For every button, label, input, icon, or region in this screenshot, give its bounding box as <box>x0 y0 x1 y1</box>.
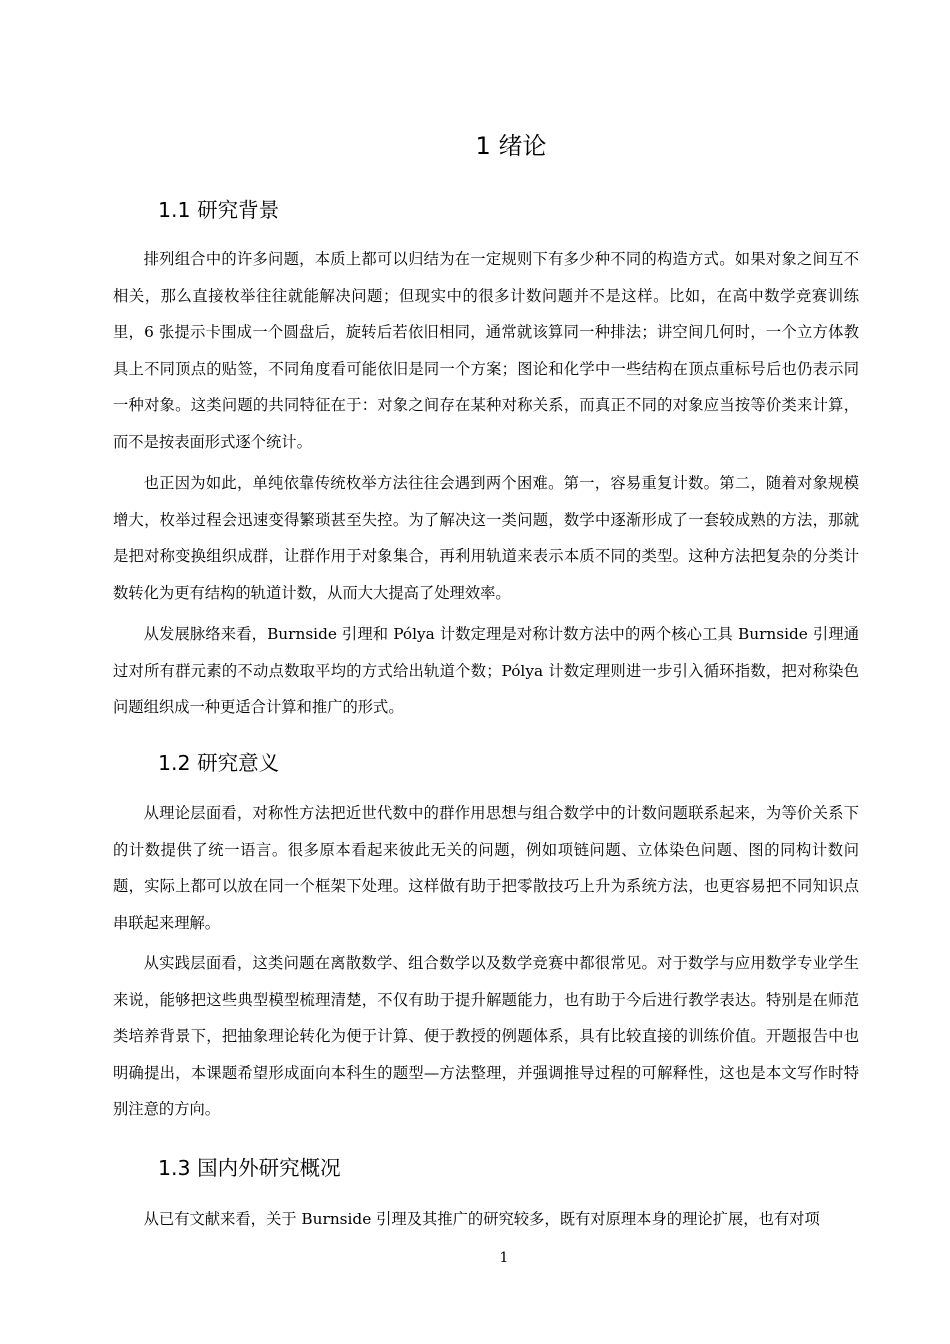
chapter-title: 1 绪论 <box>475 132 547 160</box>
paragraph-significance-1: 从理论层面看，对称性方法把近世代数中的群作用思想与组合数学中的计数问题联系起来，为等价关系下的计数提供了统一语言。很多原本看起来彼此无关的问题，例如项链问题、立体染色问题、图的同构计数问题，实际上都可以放在同一个框架下处理。这样做有助于把零散技巧上升为系统方法，也更容易把不同知识点串联起来理解。 <box>113 804 859 932</box>
section-title-1-1: 1.1 研究背景 <box>158 198 280 222</box>
paragraph-background-2: 也正因为如此，单纯依靠传统枚举方法往往会遇到两个困难。第一，容易重复计数。第二，随着对象规模增大，枚举过程会迅速变得繁琐甚至失控。为了解决这一类问题，数学中逐渐形成了一套较成熟的方法，那就是把对称变换组织成群，让群作用于对象集合，再利用轨道来表示本质不同的类型。这种方法把复杂的分类计数转化为更有结构的轨道计数，从而大大提高了处理效率。 <box>113 474 859 602</box>
paragraph-background-3: 从发展脉络来看，Burnside 引理和 Pólya 计数定理是对称计数方法中的两个核心工具 Burnside 引理通过对所有群元素的不动点数取平均的方式给出轨道个数；Pólya 计数定理则进一步引入循环指数，把对称染色问题组织成一种更适合计算和推广的形式。 <box>113 625 859 716</box>
paragraph-overview-1: 从已有文献来看，关于 Burnside 引理及其推广的研究较多，既有对原理本身的理论扩展，也有对项 <box>143 1210 820 1228</box>
section-title-1-2: 1.2 研究意义 <box>158 751 280 775</box>
section-title-1-3: 1.3 国内外研究概况 <box>158 1156 341 1180</box>
paragraph-background-1: 排列组合中的许多问题，本质上都可以归结为在一定规则下有多少种不同的构造方式。如果对象之间互不相关，那么直接枚举往往就能解决问题；但现实中的很多计数问题并不是这样。比如，在高中数学竞赛训练里，6 张提示卡围成一个圆盘后，旋转后若依旧相同，通常就该算同一种排法；讲空间几何时，一个立方体教具上不同顶点的贴签，不同角度看可能依旧是同一个方案；图论和化学中一些结构在顶点重标号后也仍表示同一种对象。这类问题的共同特征在于：对象之间存在某种对称关系，而真正不同的对象应当按等价类来计算，而不是按表面形式逐个统计。 <box>113 250 859 451</box>
paragraph-significance-2: 从实践层面看，这类问题在离散数学、组合数学以及数学竞赛中都很常见。对于数学与应用数学专业学生来说，能够把这些典型模型梳理清楚，不仅有助于提升解题能力，也有助于今后进行教学表达。特别是在师范类培养背景下，把抽象理论转化为便于计算、便于教授的例题体系，具有比较直接的训练价值。开题报告中也明确提出，本课题希望形成面向本科生的题型—方法整理，并强调推导过程的可解释性，这也是本文写作时特别注意的方向。 <box>113 954 859 1118</box>
page-number: 1 <box>499 1250 509 1266</box>
